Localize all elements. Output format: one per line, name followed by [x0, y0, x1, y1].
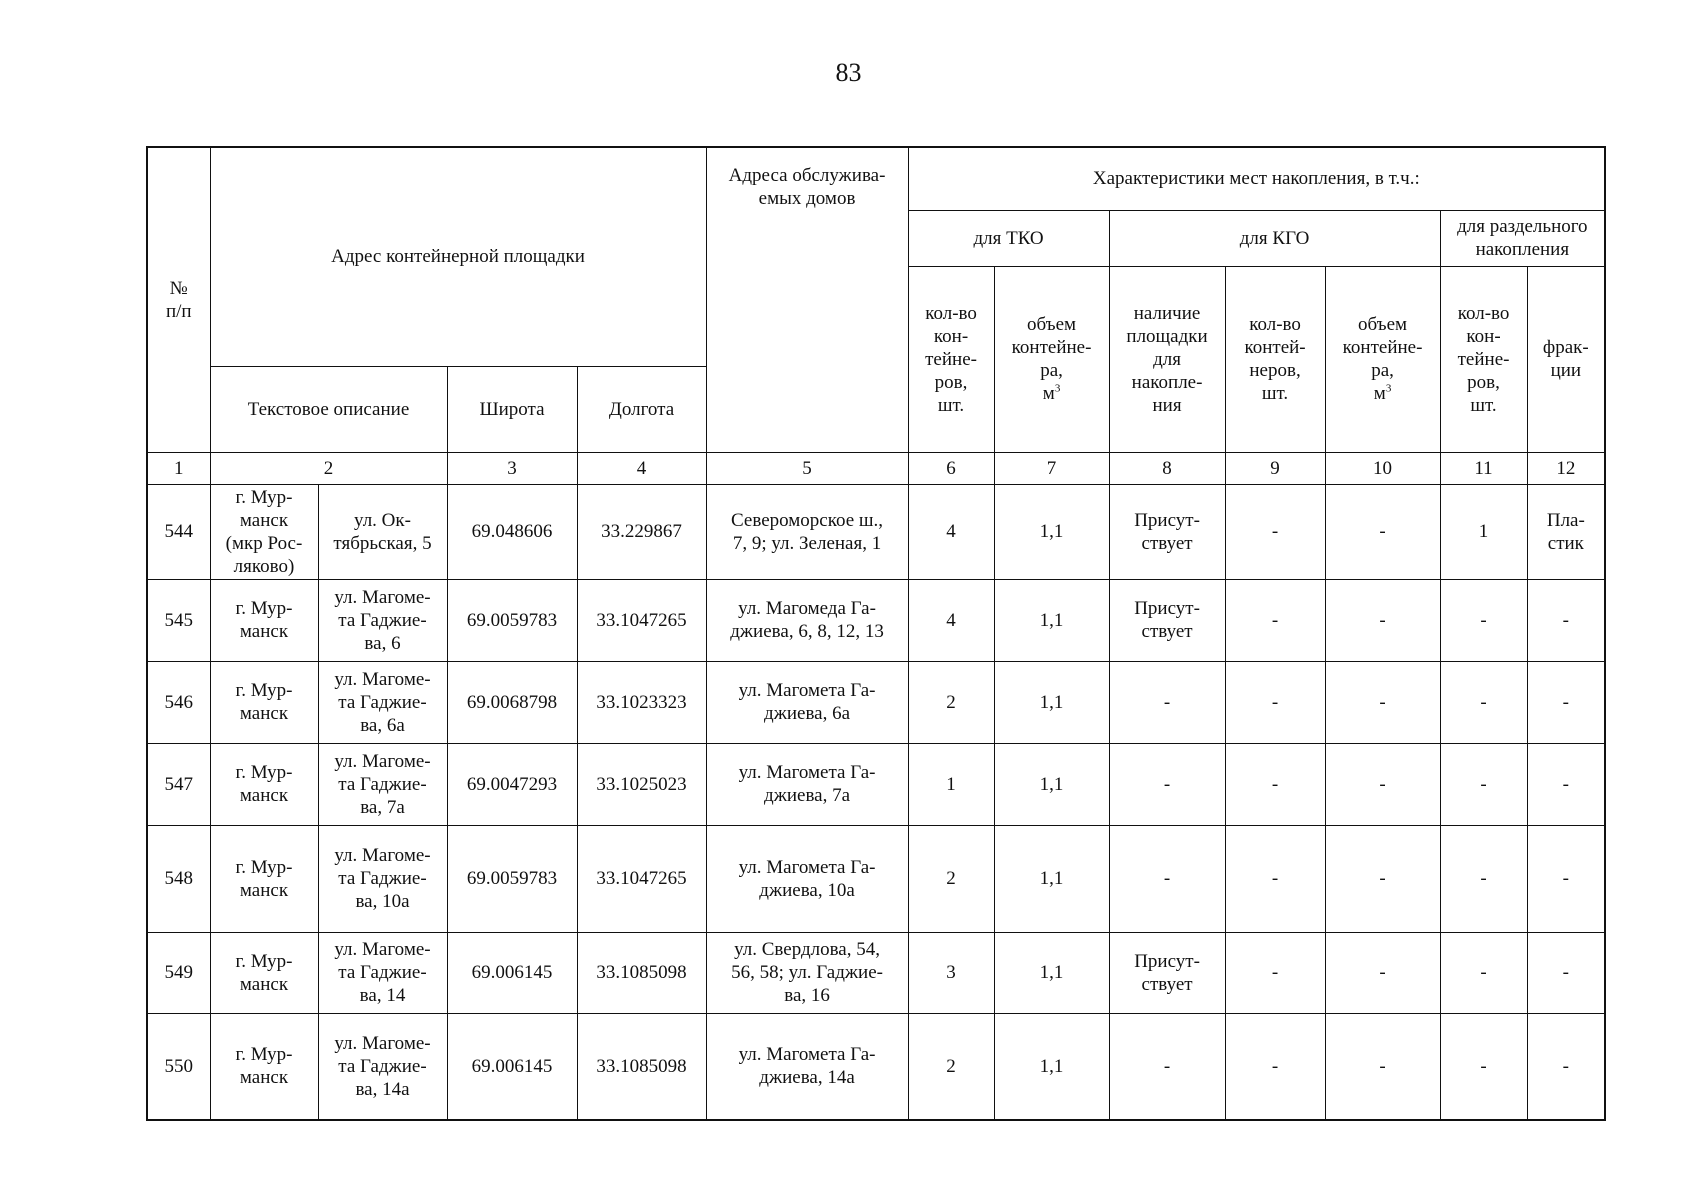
row-sep-fraction: -	[1527, 932, 1605, 1013]
header-kgo-volume-label: объем контейне- ра,	[1342, 314, 1423, 381]
row-tko-count: 4	[908, 484, 994, 579]
table-row	[147, 932, 1605, 1013]
row-num: 544	[147, 484, 210, 579]
row-sep-count: -	[1440, 661, 1527, 743]
row-sep-fraction: Пла- стик	[1527, 484, 1605, 579]
row-kgo-site: Присут- ствует	[1109, 932, 1225, 1013]
row-num: 547	[147, 743, 210, 825]
row-latitude: 69.0059783	[447, 825, 577, 932]
row-longitude: 33.1023323	[577, 661, 706, 743]
row-kgo-volume: -	[1325, 743, 1440, 825]
row-kgo-volume: -	[1325, 661, 1440, 743]
row-street: ул. Магоме- та Гаджие- ва, 14	[318, 932, 447, 1013]
row-city: г. Мур- манск	[210, 932, 318, 1013]
header-kgo-volume	[1325, 266, 1440, 452]
row-street: ул. Магоме- та Гаджие- ва, 10а	[318, 825, 447, 932]
row-street: ул. Магоме- та Гаджие- ва, 6а	[318, 661, 447, 743]
row-kgo-count: -	[1225, 743, 1325, 825]
row-tko-count: 2	[908, 825, 994, 932]
row-city: г. Мур- манск	[210, 825, 318, 932]
row-served-houses: Североморское ш., 7, 9; ул. Зеленая, 1	[706, 484, 908, 579]
column-number: 12	[1527, 452, 1605, 484]
row-tko-volume: 1,1	[994, 825, 1109, 932]
row-tko-volume: 1,1	[994, 484, 1109, 579]
header-row-1	[147, 147, 1605, 210]
row-longitude: 33.1085098	[577, 1013, 706, 1120]
row-latitude: 69.0068798	[447, 661, 577, 743]
row-kgo-count: -	[1225, 579, 1325, 661]
row-tko-volume: 1,1	[994, 1013, 1109, 1120]
row-street: ул. Магоме- та Гаджие- ва, 6	[318, 579, 447, 661]
row-kgo-site: -	[1109, 825, 1225, 932]
row-served-houses: ул. Свердлова, 54, 56, 58; ул. Гаджие- ва, 16	[706, 932, 908, 1013]
column-number: 1	[147, 452, 210, 484]
row-num: 549	[147, 932, 210, 1013]
header-tko-count: кол-во кон- тейне- ров, шт.	[908, 266, 994, 452]
row-sep-count: -	[1440, 825, 1527, 932]
row-longitude: 33.1047265	[577, 825, 706, 932]
column-number: 8	[1109, 452, 1225, 484]
column-number: 11	[1440, 452, 1527, 484]
header-tko-volume-label: объем контейне- ра,	[1011, 314, 1092, 381]
column-numbers-row	[147, 452, 1605, 484]
table-row	[147, 484, 1605, 579]
column-number: 9	[1225, 452, 1325, 484]
header-text-description: Текстовое описание	[210, 366, 447, 452]
row-served-houses: ул. Магомеда Га- джиева, 6, 8, 12, 13	[706, 579, 908, 661]
header-latitude: Широта	[447, 366, 577, 452]
row-served-houses: ул. Магомета Га- джиева, 6а	[706, 661, 908, 743]
row-kgo-volume: -	[1325, 1013, 1440, 1120]
row-longitude: 33.1085098	[577, 932, 706, 1013]
row-sep-fraction: -	[1527, 1013, 1605, 1120]
row-sep-fraction: -	[1527, 825, 1605, 932]
row-tko-count: 2	[908, 661, 994, 743]
column-number: 4	[577, 452, 706, 484]
row-num: 545	[147, 579, 210, 661]
row-kgo-volume: -	[1325, 825, 1440, 932]
header-served-houses: Адреса обслужива- емых домов	[706, 147, 908, 452]
row-latitude: 69.0047293	[447, 743, 577, 825]
row-tko-volume: 1,1	[994, 661, 1109, 743]
row-kgo-count: -	[1225, 484, 1325, 579]
row-tko-volume: 1,1	[994, 932, 1109, 1013]
row-sep-count: -	[1440, 743, 1527, 825]
row-kgo-site: Присут- ствует	[1109, 579, 1225, 661]
header-sep-count: кол-во кон- тейне- ров, шт.	[1440, 266, 1527, 452]
row-kgo-site: -	[1109, 743, 1225, 825]
row-city: г. Мур- манск	[210, 579, 318, 661]
column-number: 10	[1325, 452, 1440, 484]
header-kgo-volume-unit: $м^3$	[1373, 382, 1392, 404]
row-kgo-volume: -	[1325, 484, 1440, 579]
header-sep-fractions: фрак- ции	[1527, 266, 1605, 452]
row-tko-count: 3	[908, 932, 994, 1013]
row-kgo-count: -	[1225, 661, 1325, 743]
row-tko-count: 2	[908, 1013, 994, 1120]
row-street: ул. Ок- тябрьская, 5	[318, 484, 447, 579]
row-kgo-count: -	[1225, 1013, 1325, 1120]
row-kgo-site: -	[1109, 661, 1225, 743]
row-street: ул. Магоме- та Гаджие- ва, 7а	[318, 743, 447, 825]
header-tko-volume-unit: $м^3$	[1042, 382, 1061, 404]
row-latitude: 69.006145	[447, 1013, 577, 1120]
row-longitude: 33.1047265	[577, 579, 706, 661]
row-latitude: 69.006145	[447, 932, 577, 1013]
page-number: 83	[835, 58, 862, 87]
row-served-houses: ул. Магомета Га- джиева, 7а	[706, 743, 908, 825]
row-city: г. Мур- манск (мкр Рос- ляково)	[210, 484, 318, 579]
table-row	[147, 579, 1605, 661]
row-tko-count: 1	[908, 743, 994, 825]
row-kgo-site: Присут- ствует	[1109, 484, 1225, 579]
table-row	[147, 1013, 1605, 1120]
header-kgo-count: кол-во контей- неров, шт.	[1225, 266, 1325, 452]
row-sep-count: -	[1440, 579, 1527, 661]
row-num: 548	[147, 825, 210, 932]
row-sep-count: 1	[1440, 484, 1527, 579]
row-street: ул. Магоме- та Гаджие- ва, 14а	[318, 1013, 447, 1120]
table-row	[147, 743, 1605, 825]
row-sep-fraction: -	[1527, 579, 1605, 661]
header-longitude: Долгота	[577, 366, 706, 452]
row-tko-volume: 1,1	[994, 579, 1109, 661]
row-longitude: 33.229867	[577, 484, 706, 579]
header-separate: для раздельного накопления	[1440, 210, 1605, 266]
column-number: 2	[210, 452, 447, 484]
row-city: г. Мур- манск	[210, 743, 318, 825]
row-city: г. Мур- манск	[210, 661, 318, 743]
row-longitude: 33.1025023	[577, 743, 706, 825]
row-tko-count: 4	[908, 579, 994, 661]
row-sep-count: -	[1440, 932, 1527, 1013]
header-tko: для ТКО	[908, 210, 1109, 266]
row-kgo-site: -	[1109, 1013, 1225, 1120]
container-sites-table	[146, 146, 1606, 1121]
column-number: 7	[994, 452, 1109, 484]
header-address-group: Адрес контейнерной площадки	[210, 147, 706, 366]
row-kgo-count: -	[1225, 932, 1325, 1013]
header-tko-volume	[994, 266, 1109, 452]
row-kgo-volume: -	[1325, 579, 1440, 661]
header-kgo: для КГО	[1109, 210, 1440, 266]
column-number: 3	[447, 452, 577, 484]
row-num: 546	[147, 661, 210, 743]
table-row	[147, 825, 1605, 932]
row-latitude: 69.048606	[447, 484, 577, 579]
row-kgo-count: -	[1225, 825, 1325, 932]
row-sep-fraction: -	[1527, 743, 1605, 825]
row-city: г. Мур- манск	[210, 1013, 318, 1120]
header-kgo-site: наличие площадки для накопле- ния	[1109, 266, 1225, 452]
column-number: 5	[706, 452, 908, 484]
header-num: № п/п	[147, 147, 210, 452]
row-latitude: 69.0059783	[447, 579, 577, 661]
column-number: 6	[908, 452, 994, 484]
row-sep-fraction: -	[1527, 661, 1605, 743]
row-served-houses: ул. Магомета Га- джиева, 10а	[706, 825, 908, 932]
header-characteristics: Характеристики мест накопления, в т.ч.:	[908, 147, 1605, 210]
row-sep-count: -	[1440, 1013, 1527, 1120]
row-num: 550	[147, 1013, 210, 1120]
row-tko-volume: 1,1	[994, 743, 1109, 825]
row-kgo-volume: -	[1325, 932, 1440, 1013]
table-row	[147, 661, 1605, 743]
row-served-houses: ул. Магомета Га- джиева, 14а	[706, 1013, 908, 1120]
